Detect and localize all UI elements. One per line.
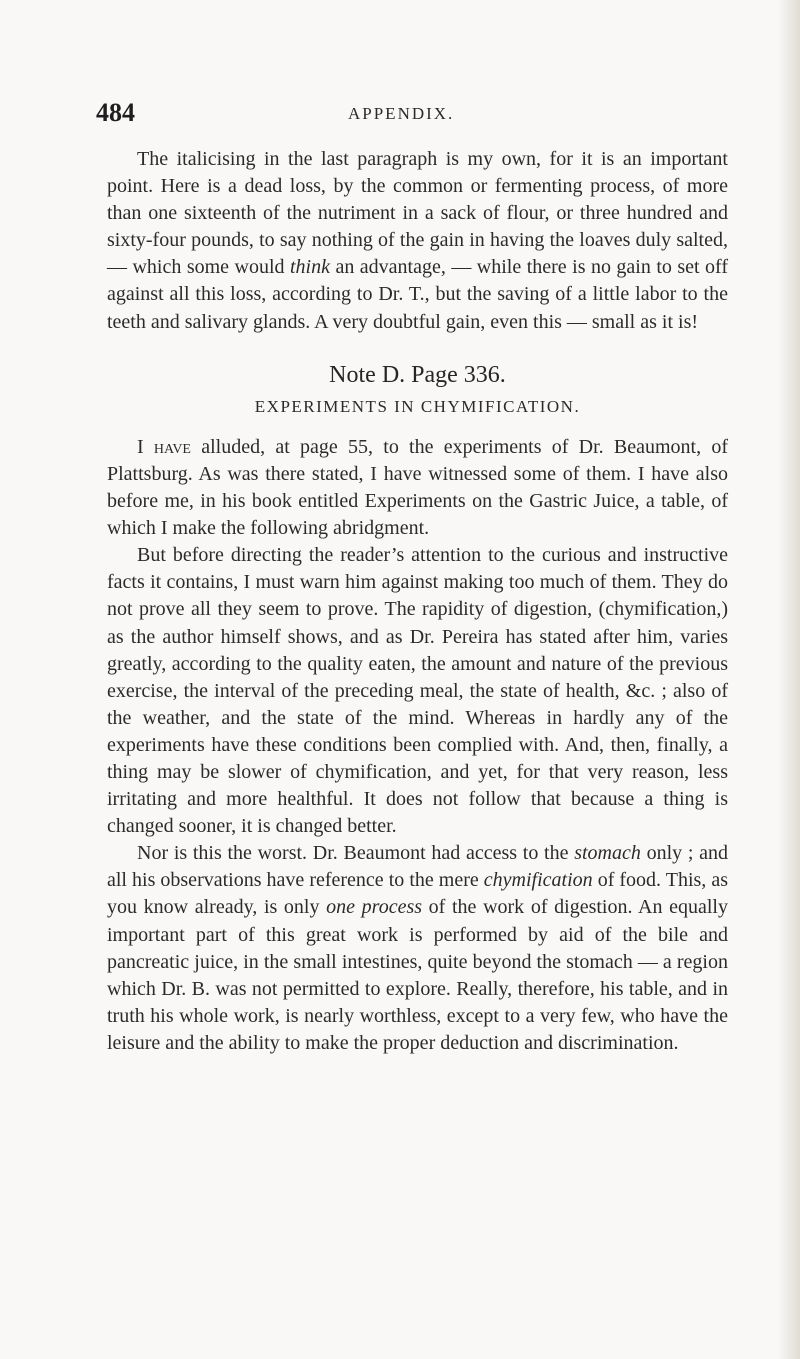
note-heading: Note D. Page 336. [329, 361, 506, 388]
paragraph-worst [107, 840, 728, 1057]
text-run: of the work of digestion. An equally important part of this great work is performed by aid of the bile and pancreatic juice, in the small intestines, quite beyond the stomach — a region which Dr. B. was not permitted to explore. Really, therefore, his table, and in truth his whole work, is nearly worthless, except to a very few, who have the leisure and the ability to make the proper deduction and discrimination. [107, 896, 728, 1054]
paragraph-warning [107, 542, 728, 840]
text-run: only ; and all his observations have reference to the mere [107, 842, 728, 892]
paragraph-beaumont [107, 434, 728, 542]
text-run: alluded, at page 55, to the experiments of Dr. Beaumont, of Plattsburg. As was there stated, I have witnessed some of them. I have also before me, in his book entitled Experiments on the Gastric Juice, a table, of which I make the following abridgment. [107, 435, 728, 540]
italic-word: stomach [574, 842, 641, 865]
body-text [107, 146, 728, 1057]
italic-phrase: one process [326, 896, 423, 919]
page-edge-shadow [778, 0, 800, 1359]
page-header [96, 98, 696, 128]
italic-word: think [289, 256, 330, 279]
text-run: of food. This, as you know already, is only [107, 869, 728, 919]
text-run: Nor is this the worst. Dr. Beaumont had access to the [137, 842, 575, 865]
text-run: But before directing the reader’s attention to the curious and instructive facts it contains, I must warn him against making too much of them. They do not prove all they seem to prove. The rapidity of digestion, (chymification,) as the author himself shows, and as Dr. Pereira has stated after him, varies greatly, according to the quality eaten, the amount and nature of the previous exercise, the interval of the preceding meal, the state of health, &c. ; also of the weather, and the state of the mind. Whereas in hardly any of the experiments have these conditions been complied with. And, then, finally, a thing may be slower of chymification, and yet, for that very reason, less irritating and more healthful. It does not follow that because a thing is changed sooner, it is changed better. [107, 544, 728, 838]
running-head: APPENDIX. [348, 104, 455, 123]
text-run: an advantage, — while there is no gain to set off against all this loss, according to Dr. T., but the saving of a little labor to the teeth and salivary glands. A very doubtful gain, even this — small as it is! [107, 256, 729, 333]
text-run: The italicising in the last paragraph is my own, for it is an important point. Here is a dead loss, by the common or fermenting process, of more than one sixteenth of the nutriment in a sack of flour, or three hundred and sixty-four pounds, to say nothing of the gain in having the loaves duly salted, — which some would [107, 148, 728, 279]
note-title: EXPERIMENTS IN CHYMIFICATION. [254, 396, 581, 416]
small-caps-opening: I have [137, 435, 191, 458]
page-number: 484 [96, 98, 135, 127]
italic-word: chymification [483, 869, 593, 892]
paragraph-italicising [107, 146, 728, 336]
